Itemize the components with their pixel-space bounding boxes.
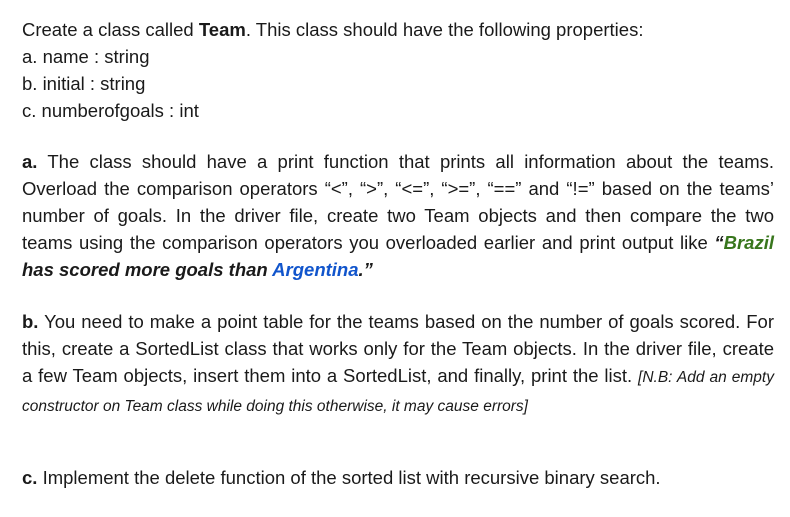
property-initial: b. initial : string bbox=[22, 73, 146, 94]
team2-name: Argentina bbox=[272, 259, 359, 280]
part-c-text: Implement the delete function of the sorted list with recursive binary search. bbox=[37, 467, 661, 488]
part-c-paragraph bbox=[22, 464, 774, 491]
part-b-label: b. bbox=[22, 311, 39, 332]
part-c-label: c. bbox=[22, 467, 38, 488]
quote-close: .” bbox=[358, 259, 373, 280]
quote-middle: has scored more goals than bbox=[22, 259, 273, 280]
quote-open: “ bbox=[714, 232, 724, 253]
part-b-note: [N.B: Add an empty constructor on Team class while doing this otherwise, it may cause errors] bbox=[22, 369, 774, 415]
property-numberofgoals: c. numberofgoals : int bbox=[22, 100, 199, 121]
part-b-text: You need to make a point table for the teams based on the number of goals scored. For this, create a SortedList class that works only for the Team objects. In the driver file, create a few Team objects, insert them into a SortedList, and finally, print the list. bbox=[22, 311, 774, 386]
property-name: a. name : string bbox=[22, 46, 150, 67]
intro-heading bbox=[22, 16, 774, 43]
part-a-paragraph bbox=[22, 148, 774, 283]
part-b-paragraph bbox=[22, 308, 774, 420]
intro-post: . This class should have the following properties: bbox=[245, 19, 644, 40]
intro-pre: Create a class called bbox=[22, 19, 199, 40]
part-a-text: The class should have a print function that prints all information about the teams. Overload the comparison operators “<”, “>”, “<=”, “>=”, “==” and “!=” based on the teams’ number of goals. In the driver file, create two Team objects and then compare the two teams using the comparison operators you overloaded earlier and print output like bbox=[22, 151, 774, 253]
intro-section bbox=[22, 16, 774, 124]
part-a-label: a. bbox=[22, 151, 38, 172]
team1-name: Brazil bbox=[723, 232, 774, 253]
class-name: Team bbox=[198, 19, 246, 40]
